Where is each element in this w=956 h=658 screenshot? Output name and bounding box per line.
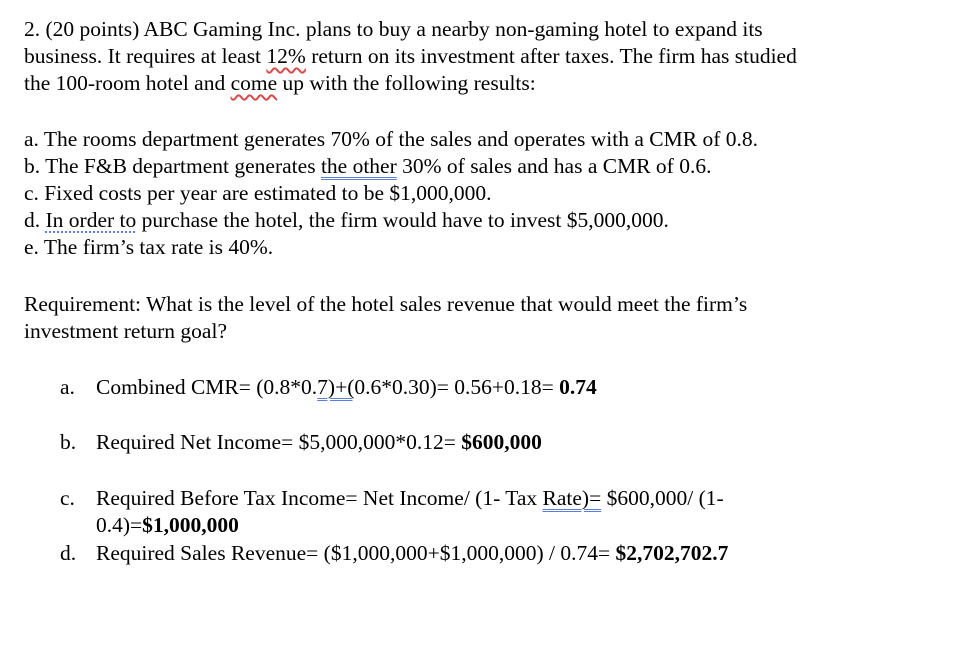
style-flag-in-order-to[interactable]: In order to xyxy=(45,208,137,232)
fact-b-text: b. The F&B department generates xyxy=(24,154,321,178)
answer-b-result: $600,000 xyxy=(461,430,542,454)
grammar-flag-rate[interactable]: Rate)= xyxy=(542,486,602,510)
answer-c-text-line-2 xyxy=(96,512,239,539)
fact-d xyxy=(24,207,924,234)
grammar-flag-parenthesis[interactable]: 7)+( xyxy=(317,375,355,399)
answer-a-marker: a. xyxy=(60,375,75,399)
requirement-line-2: investment return goal? xyxy=(24,319,227,343)
answer-d-text xyxy=(96,540,728,567)
problem-line-2 xyxy=(24,43,924,70)
problem-line-1: 2. (20 points) ABC Gaming Inc. plans to buy a nearby non-gaming hotel to expand its xyxy=(24,17,763,41)
answer-c-text xyxy=(96,485,724,512)
problem-line-3-text: the 100-room hotel and xyxy=(24,71,231,95)
answer-a-text-start: Combined CMR= (0.8*0. xyxy=(96,375,318,399)
fact-c: c. Fixed costs per year are estimated to be $1,000,000. xyxy=(24,181,492,205)
answer-d-result: $2,702,702.7 xyxy=(615,541,729,565)
answer-c-text-end: $600,000/ (1- xyxy=(601,486,724,510)
answer-c-marker: c. xyxy=(60,486,75,510)
fact-a: a. The rooms department generates 70% of the sales and operates with a CMR of 0.8. xyxy=(24,127,758,151)
requirement-line-1: Requirement: What is the level of the hotel sales revenue that would meet the firm’s xyxy=(24,292,748,316)
answer-c-text-start: Required Before Tax Income= Net Income/ (1- Tax xyxy=(96,486,543,510)
grammar-flag-the-other[interactable]: the other xyxy=(320,154,397,178)
fact-d-text: d. xyxy=(24,208,46,232)
answer-a-result: 0.74 xyxy=(559,375,597,399)
problem-statement xyxy=(24,16,924,97)
spelling-flag-12-percent[interactable]: 12% xyxy=(266,44,306,68)
answer-c-line-2-start: 0.4)= xyxy=(96,513,143,537)
problem-line-3-text-end: up with the following results: xyxy=(277,71,536,95)
fact-b xyxy=(24,153,924,180)
problem-line-3 xyxy=(24,70,924,97)
requirement xyxy=(24,291,924,345)
answer-b-text xyxy=(96,429,542,456)
answer-c-result: $1,000,000 xyxy=(142,513,239,537)
fact-e: e. The firm’s tax rate is 40%. xyxy=(24,235,274,259)
answer-b-marker: b. xyxy=(60,430,77,454)
answer-d-marker: d. xyxy=(60,541,77,565)
problem-line-2-text: business. It requires at least xyxy=(24,44,267,68)
answer-d-text-start: Required Sales Revenue= ($1,000,000+$1,000,000) / 0.74= xyxy=(96,541,616,565)
problem-line-2-text-end: return on its investment after taxes. The firm has studied xyxy=(305,44,797,68)
answer-b-text-start: Required Net Income= $5,000,000*0.12= xyxy=(96,430,462,454)
facts-list xyxy=(24,126,924,261)
answer-a-text-end: 0.6*0.30)= 0.56+0.18= xyxy=(354,375,560,399)
answer-a-text xyxy=(96,374,597,401)
spelling-flag-come[interactable]: come xyxy=(230,71,278,95)
fact-b-text-end: 30% of sales and has a CMR of 0.6. xyxy=(396,154,712,178)
fact-d-text-end: purchase the hotel, the firm would have to invest $5,000,000. xyxy=(136,208,669,232)
